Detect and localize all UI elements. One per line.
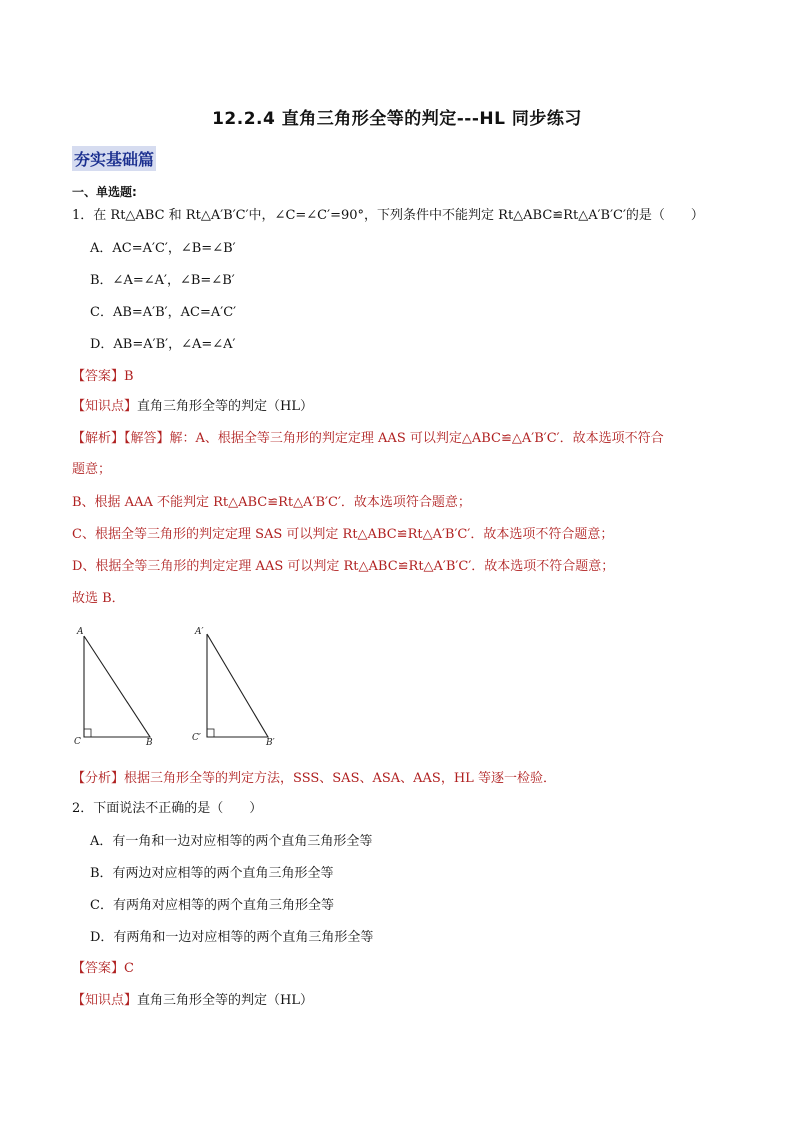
- right-angle-mark-c1: [207, 729, 214, 737]
- q2-answer: [72, 960, 134, 978]
- answer-tag: 【答案】: [72, 961, 125, 976]
- fenxi-tag: 【分析】: [72, 771, 125, 786]
- answer-value: C: [124, 961, 134, 976]
- q1-option-b: B．∠A=∠A′，∠B=∠B′: [90, 273, 235, 288]
- q2-option-b: B．有两边对应相等的两个直角三角形全等: [90, 866, 334, 881]
- q1-option-d: D．AB=A′B′，∠A=∠A′: [90, 337, 236, 352]
- knowledge-value: 直角三角形全等的判定（HL）: [137, 993, 313, 1008]
- q2-knowledge: [72, 992, 313, 1010]
- triangle-abc: [84, 636, 150, 737]
- knowledge-tag: 【知识点】: [72, 399, 138, 414]
- q1-option-c: C．AB=A′B′，AC=A′C′: [90, 305, 237, 320]
- q1-analysis-line-5: D、根据全等三角形的判定定理 AAS 可以判定 Rt△ABC≌Rt△A′B′C′．故本选项不符合题意；: [72, 559, 615, 574]
- q1-option-a: A．AC=A′C′，∠B=∠B′: [90, 241, 236, 256]
- q1-analysis-line-1: [72, 430, 664, 448]
- label-c-prime: C′: [192, 733, 201, 743]
- triangle-a1b1c1: [207, 634, 268, 737]
- q1-answer: [72, 368, 134, 386]
- knowledge-tag: 【知识点】: [72, 993, 138, 1008]
- q1-fenxi: [72, 770, 556, 788]
- q2-option-d: D．有两角和一边对应相等的两个直角三角形全等: [90, 930, 374, 945]
- analysis-text: 解：A、根据全等三角形的判定定理 AAS 可以判定△ABC≌△A′B′C′．故本选项不符合: [169, 431, 664, 446]
- right-angle-mark-c: [84, 729, 91, 737]
- label-a: A: [77, 627, 84, 637]
- part-heading: 一、单选题:: [72, 185, 137, 199]
- fenxi-text: 根据三角形全等的判定方法，SSS、SAS、ASA、AAS，HL 等逐一检验．: [124, 771, 556, 786]
- label-b-prime: B′: [266, 738, 275, 748]
- q1-analysis-line-2: 题意；: [72, 462, 112, 477]
- q2-option-a: A．有一角和一边对应相等的两个直角三角形全等: [90, 834, 373, 849]
- label-a-prime: A′: [195, 627, 204, 637]
- answer-value: B: [124, 369, 134, 384]
- q1-stem: 1．在 Rt△ABC 和 Rt△A′B′C′中，∠C=∠C′=90°，下列条件中不能判定 Rt△ABC≌Rt△A′B′C′的是（ ）: [72, 208, 704, 223]
- label-c: C: [74, 737, 81, 747]
- q1-knowledge: [72, 398, 313, 416]
- q2-option-c: C．有两角对应相等的两个直角三角形全等: [90, 898, 334, 913]
- analysis-tag: 【解析】【解答】: [72, 431, 170, 446]
- page-title: 12.2.4 直角三角形全等的判定---HL 同步练习: [212, 109, 582, 129]
- triangle-figure: [60, 620, 300, 755]
- q1-analysis-line-6: 故选 B．: [72, 591, 125, 606]
- q1-analysis-line-4: C、根据全等三角形的判定定理 SAS 可以判定 Rt△ABC≌Rt△A′B′C′．故本选项不符合题意；: [72, 527, 614, 542]
- q1-analysis-line-3: B、根据 AAA 不能判定 Rt△ABC≌Rt△A′B′C′．故本选项符合题意；: [72, 495, 471, 510]
- q2-stem: 2．下面说法不正确的是（ ）: [72, 801, 263, 816]
- label-b: B: [146, 738, 153, 748]
- knowledge-value: 直角三角形全等的判定（HL）: [137, 399, 313, 414]
- answer-tag: 【答案】: [72, 369, 125, 384]
- section-heading: 夯实基础篇: [72, 146, 156, 171]
